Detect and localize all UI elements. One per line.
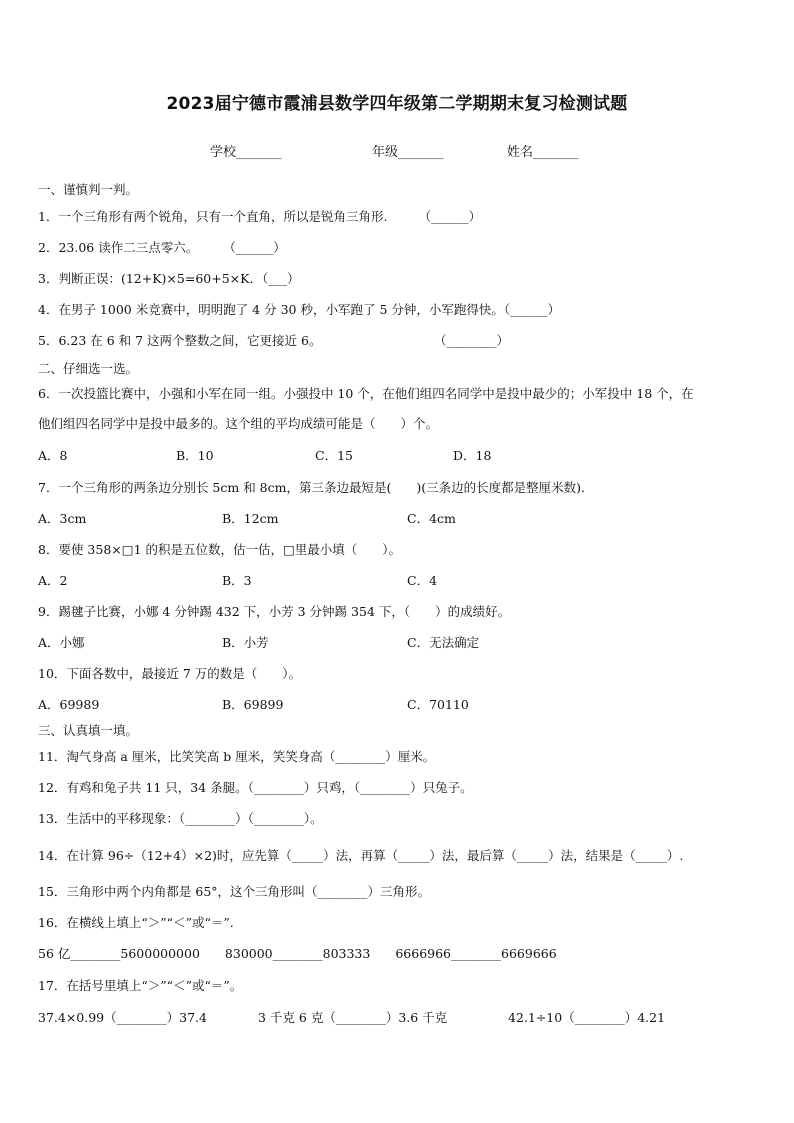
question-9: 9．踢毽子比赛，小娜 4 分钟踢 432 下，小芳 3 分钟踢 354 下，（ ）的成绩好。 — [38, 604, 511, 619]
question-7-option-b: B．12cm — [222, 511, 279, 526]
question-6-option-c: C．15 — [315, 448, 353, 463]
question-7: 7．一个三角形的两条边分别长 5cm 和 8cm，第三条边最短是( )(三条边的长度都是整厘米数)． — [38, 480, 594, 495]
page-title: 2023届宁德市霞浦县数学四年级第二学期期末复习检测试题 — [166, 94, 628, 114]
question-9-option-a: A．小娜 — [38, 635, 85, 650]
question-16-comparisons: 56 亿________5600000000 830000________803333 6666966________6669666 — [38, 946, 557, 961]
name-field: 姓名_______ — [507, 145, 579, 160]
section-heading-judge: 一、谨慎判一判。 — [38, 182, 139, 197]
section-heading-fill: 三、认真填一填。 — [38, 723, 139, 738]
question-11: 11．淘气身高 a 厘米，比笑笑高 b 厘米，笑笑身高（________）厘米。 — [38, 749, 436, 764]
school-field: 学校_______ — [210, 145, 282, 160]
question-8: 8．要使 358×□1 的积是五位数，估一估，□里最小填（ ）。 — [38, 542, 402, 557]
question-7-option-a: A．3cm — [38, 511, 87, 526]
question-6-option-a: A．8 — [38, 448, 68, 463]
question-4: 4．在男子 1000 米竞赛中，明明跑了 4 分 30 秒，小军跑了 5 分钟，小军跑得快。（______） — [38, 302, 561, 317]
question-7-option-c: C．4cm — [407, 511, 456, 526]
question-6-line-1: 6．一次投篮比赛中，小强和小军在同一组。小强投中 10 个，在他们组四名同学中是投中最少的；小军投中 18 个，在 — [38, 386, 694, 401]
question-17: 17．在括号里填上“＞”“＜”或“＝”。 — [38, 978, 243, 993]
question-6-option-b: B．10 — [176, 448, 214, 463]
section-heading-choose: 二、仔细选一选。 — [38, 361, 139, 376]
question-10-option-a: A．69989 — [38, 697, 100, 712]
question-8-option-a: A．2 — [38, 573, 68, 588]
question-9-option-b: B．小芳 — [222, 635, 269, 650]
question-3: 3．判断正误：(12+K)×5=60+5×K．（___） — [38, 271, 300, 286]
question-8-option-c: C．4 — [407, 573, 438, 588]
question-13: 13．生活中的平移现象：（________）（________）。 — [38, 811, 323, 826]
question-10: 10．下面各数中，最接近 7 万的数是（ ）。 — [38, 666, 302, 681]
question-12: 12．有鸡和兔子共 11 只，34 条腿。（________）只鸡，（________）只兔子。 — [38, 780, 473, 795]
question-15: 15．三角形中两个内角都是 65°，这个三角形叫（________）三角形。 — [38, 884, 431, 899]
question-6-line-2: 他们组四名同学中是投中最多的。这个组的平均成绩可能是（ ）个。 — [38, 416, 439, 431]
question-5: 5．6.23 在 6 和 7 这两个整数之间，它更接近 6。 （________） — [38, 333, 509, 348]
question-1: 1．一个三角形有两个锐角，只有一个直角，所以是锐角三角形. （______） — [38, 209, 482, 224]
question-6-option-d: D．18 — [453, 448, 492, 463]
question-9-option-c: C．无法确定 — [407, 635, 480, 650]
question-17-item-b: 3 千克 6 克（________）3.6 千克 — [258, 1010, 448, 1025]
question-10-option-c: C．70110 — [407, 697, 469, 712]
grade-field: 年级_______ — [372, 145, 444, 160]
question-10-option-b: B．69899 — [222, 697, 284, 712]
question-17-item-a: 37.4×0.99（________）37.4 — [38, 1010, 207, 1025]
question-16: 16．在横线上填上“＞”“＜”或“＝”. — [38, 915, 234, 930]
question-2: 2．23.06 读作二三点零六。 （______） — [38, 240, 286, 255]
question-17-item-c: 42.1÷10（________）4.21 — [508, 1010, 666, 1025]
question-14: 14．在计算 96÷（12+4）×2)时，应先算（_____）法，再算（_____）法，最后算（_____）法，结果是（_____）. — [38, 848, 684, 863]
question-8-option-b: B．3 — [222, 573, 252, 588]
